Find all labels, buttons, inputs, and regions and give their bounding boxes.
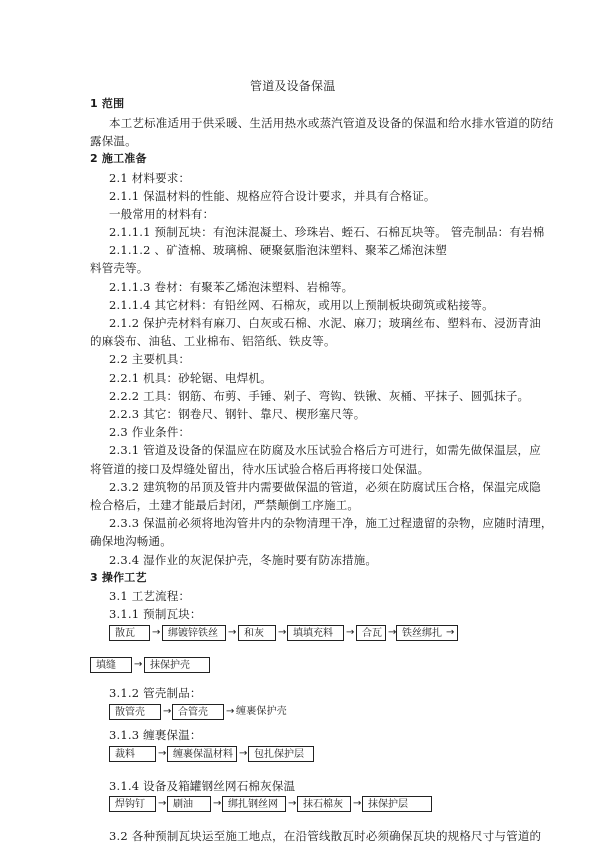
paragraph-line: 将管道的接口及焊缝处留出，待水压试验合格后再将接口处保温。 [90,462,430,476]
section-2-heading: 2 施工准备 [90,152,147,165]
paragraph-line: 2.1.1 保温材料的性能、规格应符合设计要求，并具有合格证。 [109,189,436,203]
paragraph-line: 3.2 各种预制瓦块运至施工地点，在沿管线散瓦时必须确保瓦块的规格尺寸与管道的 [109,829,542,843]
paragraph-line: 3.1.4 设备及箱罐钢丝网石棉灰保温 [109,779,296,793]
arrow-icon: → [239,748,248,759]
arrow-icon: → [278,627,287,638]
flow-step-box: 抹石棉灰 [297,796,351,812]
arrow-icon: → [346,627,355,638]
flow-step-box: 裁料 [109,746,156,762]
paragraph-line: 2.3.2 建筑物的吊顶及管井内需要做保温的管道，必须在防腐试压合格，保温完成隐 [109,480,541,494]
paragraph-line: 检合格后，土建才能最后封闭，严禁颠倒工序施工。 [90,498,360,512]
paragraph-line: 2.1.2 保护壳材料有麻刀、白灰或石棉、水泥、麻刀；玻璃丝布、塑料布、浸沥青油 [109,316,541,330]
flow-step-box: 合瓦 [356,625,386,641]
paragraph-line: 本工艺标准适用于供采暖、生活用热水或蒸汽管道及设备的保温和给水排水管道的防结 [109,116,554,130]
flow-step-text: 缠裹保护壳 [236,706,287,717]
paragraph-line: 2.2 主要机具： [109,352,191,366]
arrow-icon: → [353,798,362,809]
paragraph-line: 2.1.1.3 卷材：有聚苯乙烯泡沫塑料、岩棉等。 [109,280,354,294]
paragraph-line: 的麻袋布、油毡、工业棉布、铝箔纸、铁皮等。 [90,334,336,348]
flow-step-box: 抹保护壳 [144,657,210,673]
paragraph-line: 2.2.1 机具：砂轮锯、电焊机。 [109,371,272,385]
flow-step-box: 刷油 [167,796,211,812]
arrow-icon: → [226,706,235,717]
flow-step-box: 填缝 [90,657,132,673]
paragraph-line: 2.2.2 工具：钢筋、布剪、手锤、剁子、弯钩、铁锹、灰桶、平抹子、圆弧抹子。 [109,389,530,403]
flow-step-box: 填填充料 [287,625,344,641]
arrow-icon: → [388,627,397,638]
paragraph-line: 一般常用的材料有： [109,207,215,221]
paragraph-line: 2.3 作业条件： [109,425,191,439]
paragraph-line: 2.2.3 其它：钢卷尺、钢针、靠尺、楔形塞尺等。 [109,407,366,421]
paragraph-line: 2.3.3 保温前必须将地沟管井内的杂物清理干净，施工过程遗留的杂物，应随时清理， [109,516,553,530]
flow-step-box: 抹保护层 [362,796,432,812]
flow-step-box: 散瓦 [109,625,150,641]
flow-step-box: 和灰 [238,625,276,641]
paragraph-line: 2.3.4 湿作业的灰泥保护壳，冬施时要有防冻措施。 [109,553,378,567]
arrow-icon: → [228,627,237,638]
paragraph-line: 3.1.1 预制瓦块： [109,607,202,621]
flow-step-box: 包扎保护层 [248,746,314,762]
flow-step-box: 散管壳 [109,704,161,720]
section-3-heading: 3 操作工艺 [90,571,147,584]
paragraph-line: 2.1 材料要求： [109,171,191,185]
paragraph-line: 2.1.1.1 预制瓦块：有泡沫混凝土、珍珠岩、蛭石、石棉瓦块等。 管壳制品：有岩棉 [109,225,545,239]
paragraph-line: 3.1.3 缠裹保温： [109,728,202,742]
flow-step-box: 绑扎钢丝网 [222,796,286,812]
paragraph-line: 3.1.2 管壳制品： [109,686,202,700]
page-title: 管道及设备保温 [250,79,336,93]
paragraph-line: 2.1.1.2 、矿渣棉、玻璃棉、硬聚氨脂泡沫塑料、聚苯乙烯泡沫塑 [109,243,447,257]
arrow-icon: → [152,627,161,638]
arrow-icon: → [158,748,167,759]
flow-step-box: 绑镀锌铁丝 [162,625,226,641]
paragraph-line: 露保温。 [90,134,137,148]
arrow-icon: → [134,659,143,670]
paragraph-line: 2.1.1.4 其它材料：有铅丝网、石棉灰，或用以上预制板块砌筑或粘接等。 [109,298,494,312]
paragraph-line: 确保地沟畅通。 [90,534,172,548]
flow-step-box: 缠裹保温材料 [167,746,237,762]
arrow-icon: → [446,627,455,638]
paragraph-line: 3.1 工艺流程： [109,589,191,603]
section-1-heading: 1 范围 [90,97,125,110]
paragraph-line: 料管壳等。 [90,261,149,275]
arrow-icon: → [288,798,297,809]
flow-step-box: 合管壳 [172,704,224,720]
paragraph-line: 2.3.1 管道及设备的保温应在防腐及水压试验合格后方可进行，如需先做保温层，应 [109,443,541,457]
flow-step-box: 焊钩钉 [109,796,156,812]
flow-step-box: 铁丝绑扎 [396,625,458,641]
arrow-icon: → [213,798,222,809]
arrow-icon: → [158,798,167,809]
arrow-icon: → [163,706,172,717]
